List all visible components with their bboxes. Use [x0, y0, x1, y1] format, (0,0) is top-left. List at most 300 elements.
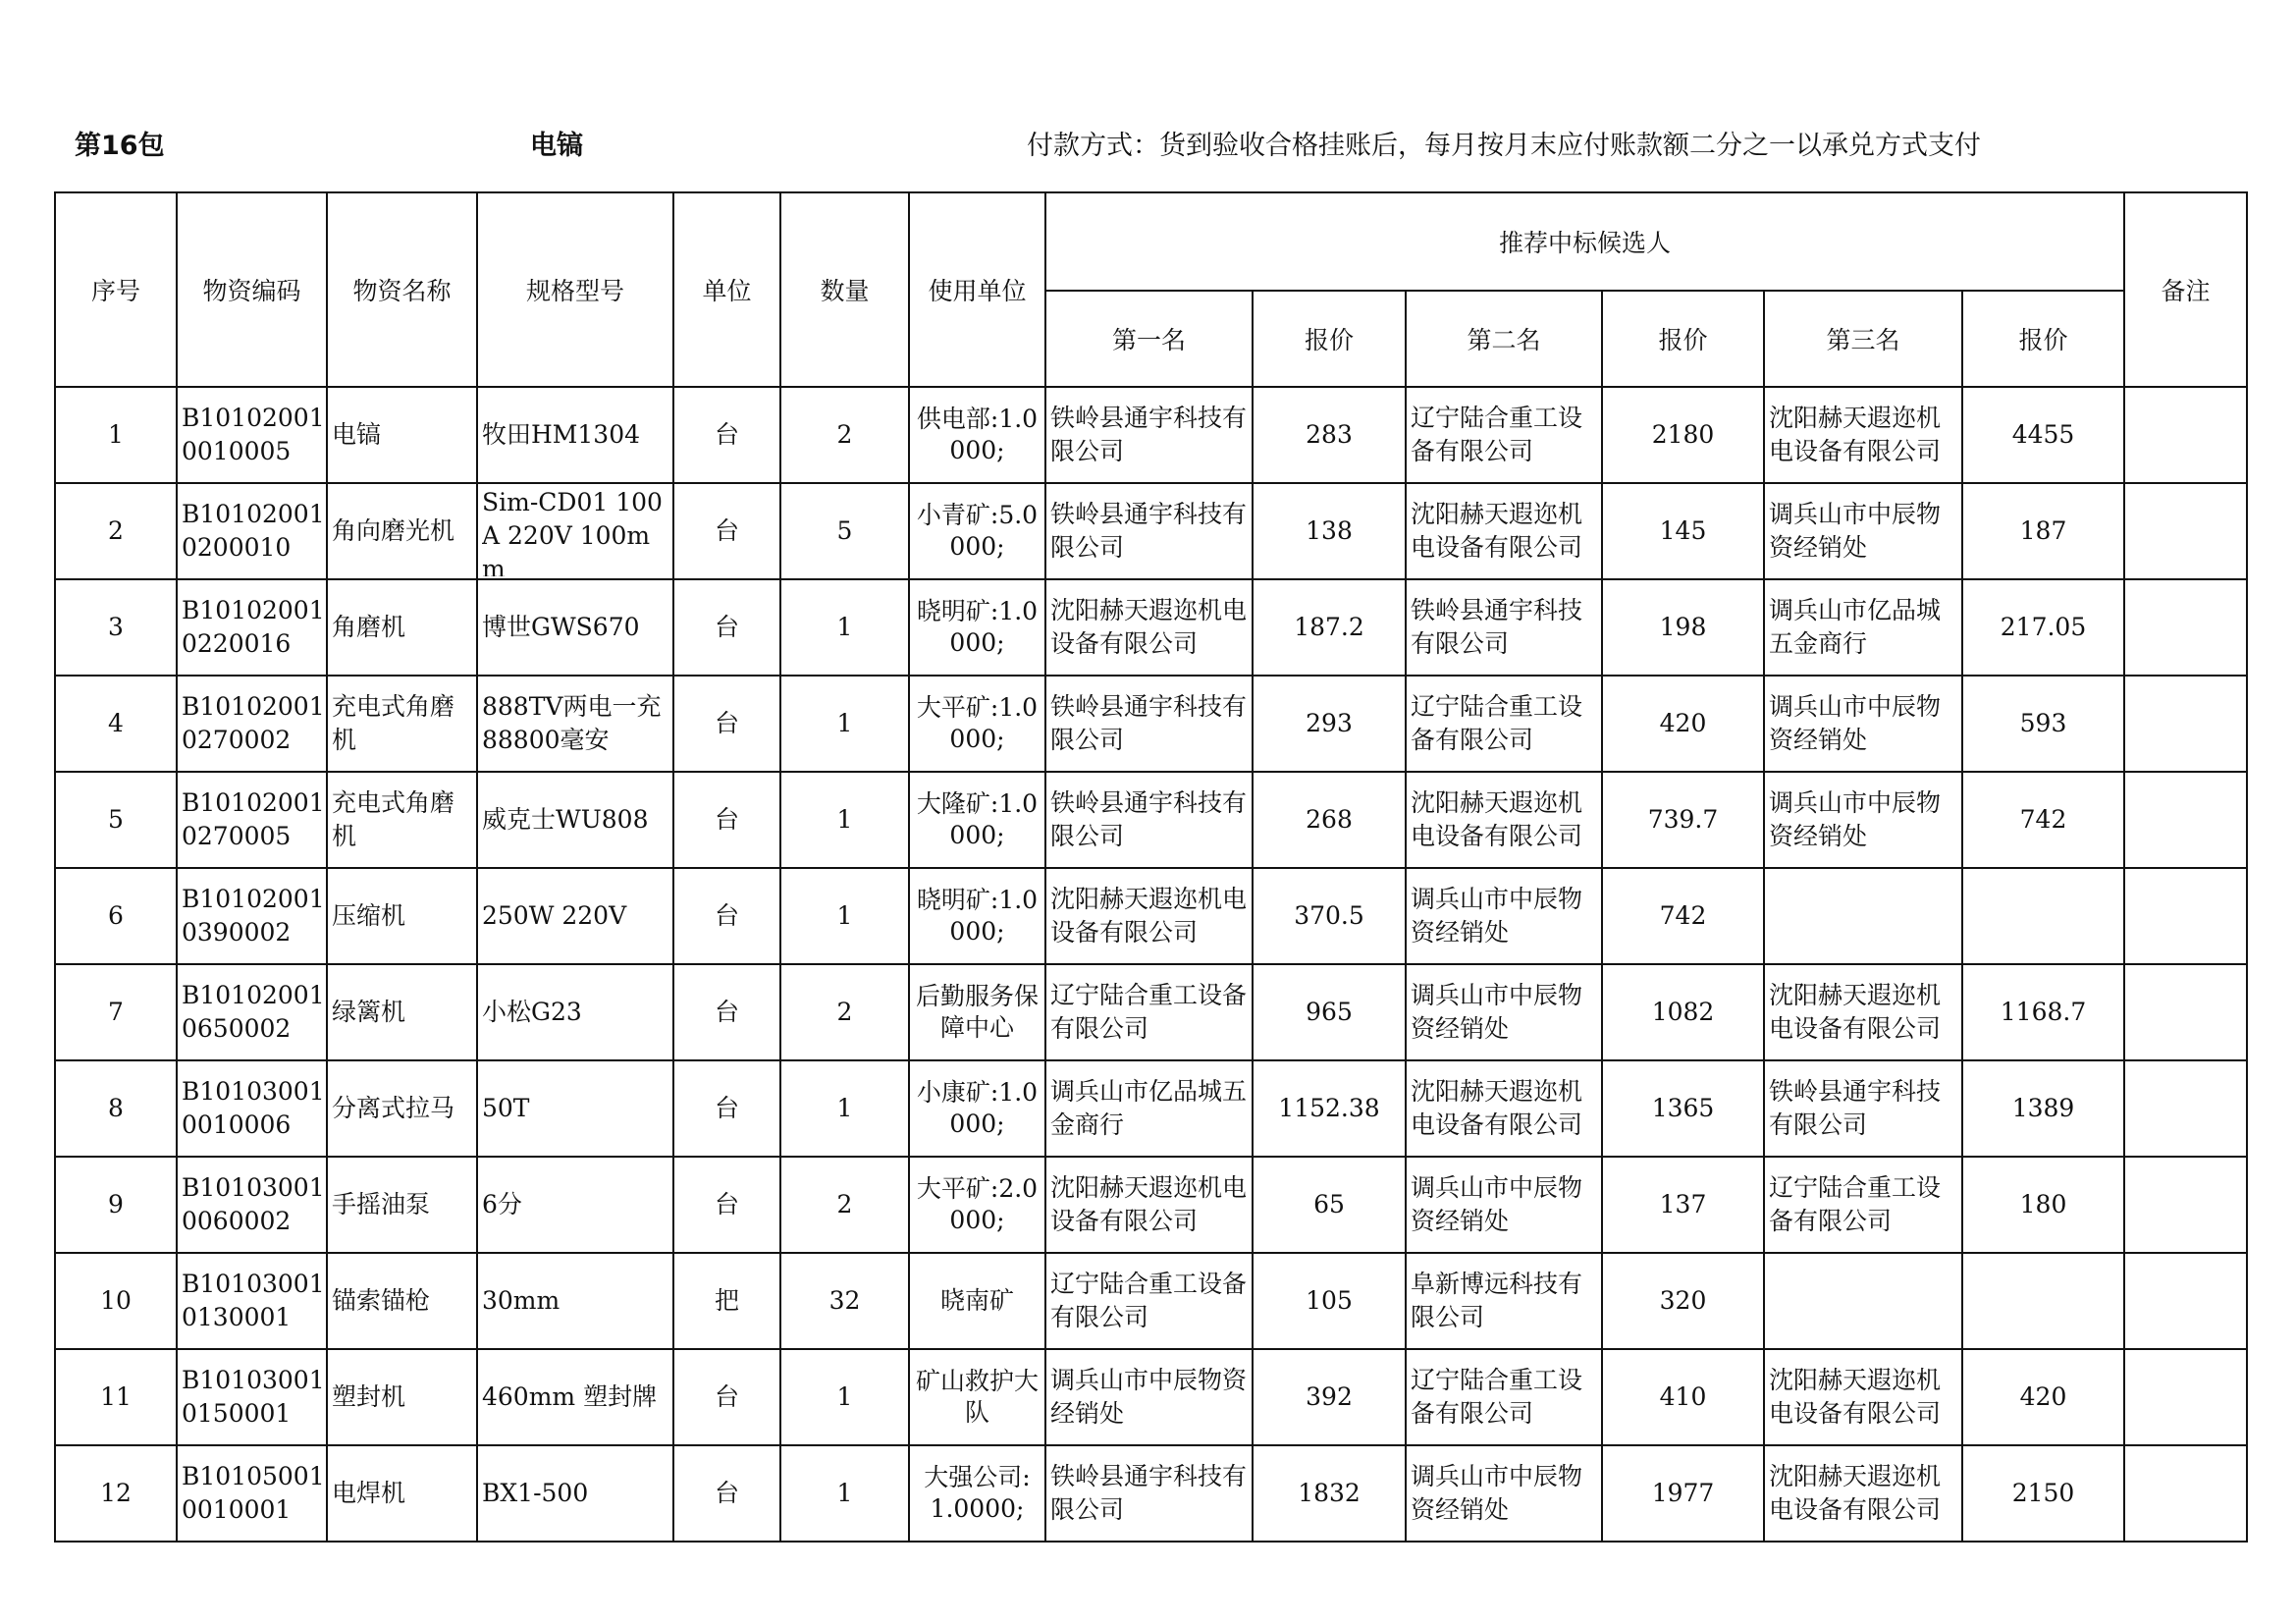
cell-remark: [2124, 1445, 2247, 1542]
cell-unit: [673, 483, 780, 579]
cell-code-text: B101050010010001: [182, 1462, 325, 1524]
cell-qty: [780, 483, 909, 579]
cell-dept: [909, 1157, 1045, 1253]
cell-price2-text: 742: [1659, 901, 1707, 930]
col-qty: 数量: [780, 192, 909, 387]
cell-seq: [55, 387, 177, 483]
col-code: 物资编码: [177, 192, 327, 387]
cell-price3-text: 742: [2019, 805, 2067, 834]
cell-price2: [1602, 868, 1764, 964]
cell-price1: [1253, 1349, 1406, 1445]
cell-first-text: 辽宁陆合重工设备有限公司: [1050, 1270, 1248, 1331]
cell-name: [327, 964, 477, 1060]
table-row: [55, 772, 2247, 868]
cell-qty-text: 1: [836, 709, 853, 737]
cell-first-text: 沈阳赫天遐迩机电设备有限公司: [1050, 885, 1248, 947]
cell-code-text: B101020010220016: [182, 596, 325, 658]
cell-qty-text: 1: [836, 1479, 853, 1507]
cell-first-text: 调兵山市亿品城五金商行: [1050, 1077, 1248, 1139]
cell-code: [177, 1445, 327, 1542]
cell-price1-text: 65: [1313, 1190, 1345, 1218]
table-row: [55, 1445, 2247, 1542]
cell-second: [1406, 1060, 1602, 1157]
cell-qty-text: 2: [836, 420, 853, 449]
cell-spec-text: 460mm 塑封牌: [482, 1382, 658, 1411]
cell-unit-text: 把: [714, 1286, 739, 1315]
cell-first: [1045, 1349, 1253, 1445]
cell-second-text: 沈阳赫天遐迩机电设备有限公司: [1411, 1077, 1583, 1139]
cell-first: [1045, 483, 1253, 579]
cell-first: [1045, 772, 1253, 868]
cell-second-text: 辽宁陆合重工设备有限公司: [1411, 404, 1583, 465]
cell-price2: [1602, 579, 1764, 676]
cell-price1: [1253, 1157, 1406, 1253]
cell-qty: [780, 1253, 909, 1349]
cell-unit-text: 台: [714, 1479, 739, 1507]
cell-dept-text: 矿山救护大队: [916, 1367, 1040, 1427]
cell-unit-text: 台: [714, 901, 739, 930]
col-third: 第三名: [1764, 291, 1962, 387]
table-row: [55, 1157, 2247, 1253]
cell-second-text: 调兵山市中辰物资经销处: [1411, 1173, 1583, 1235]
cell-unit: [673, 579, 780, 676]
cell-code: [177, 1060, 327, 1157]
cell-seq-text: 5: [108, 805, 124, 834]
cell-name: [327, 1349, 477, 1445]
cell-spec-text: 888TV两电一充88800毫安: [482, 692, 662, 754]
cell-second: [1406, 772, 1602, 868]
cell-remark: [2124, 387, 2247, 483]
cell-price1-text: 268: [1306, 805, 1353, 834]
cell-qty-text: 5: [836, 516, 853, 545]
cell-remark: [2124, 868, 2247, 964]
cell-price1: [1253, 1253, 1406, 1349]
cell-second-text: 沈阳赫天遐迩机电设备有限公司: [1411, 788, 1583, 850]
cell-spec: [477, 964, 673, 1060]
cell-unit: [673, 1060, 780, 1157]
cell-price2: [1602, 483, 1764, 579]
table-row: [55, 1060, 2247, 1157]
cell-price2: [1602, 387, 1764, 483]
cell-qty: [780, 1349, 909, 1445]
cell-seq: [55, 964, 177, 1060]
cell-third-text: 沈阳赫天遐迩机电设备有限公司: [1769, 1366, 1942, 1428]
cell-code: [177, 483, 327, 579]
cell-first-text: 铁岭县通宇科技有限公司: [1050, 1462, 1248, 1524]
cell-name: [327, 1157, 477, 1253]
cell-seq-text: 8: [108, 1094, 124, 1122]
cell-price2: [1602, 964, 1764, 1060]
cell-third: [1764, 1349, 1962, 1445]
cell-spec-text: 牧田HM1304: [482, 420, 641, 449]
cell-dept-text: 晓明矿:1.0000;: [916, 886, 1039, 946]
cell-price2-text: 739.7: [1647, 805, 1719, 834]
cell-seq-text: 10: [100, 1286, 132, 1315]
cell-second: [1406, 579, 1602, 676]
cell-dept: [909, 1060, 1045, 1157]
cell-name-text: 角向磨光机: [332, 516, 455, 545]
cell-dept-text: 大强公司:1.0000;: [924, 1463, 1031, 1523]
cell-seq-text: 11: [100, 1382, 132, 1411]
cell-first: [1045, 579, 1253, 676]
cell-dept-text: 后勤服务保障中心: [916, 982, 1040, 1042]
cell-qty: [780, 387, 909, 483]
cell-seq: [55, 579, 177, 676]
cell-price1: [1253, 964, 1406, 1060]
cell-price1: [1253, 772, 1406, 868]
cell-unit-text: 台: [714, 709, 739, 737]
cell-price2: [1602, 676, 1764, 772]
col-spec: 规格型号: [477, 192, 673, 387]
cell-spec: [477, 1060, 673, 1157]
cell-second: [1406, 483, 1602, 579]
table-row: [55, 1253, 2247, 1349]
cell-second: [1406, 1253, 1602, 1349]
col-price3: 报价: [1962, 291, 2124, 387]
cell-dept-text: 大平矿:2.0000;: [916, 1174, 1039, 1234]
cell-third-text: 沈阳赫天遐迩机电设备有限公司: [1769, 981, 1942, 1043]
col-dept: 使用单位: [909, 192, 1045, 387]
cell-price2-text: 198: [1659, 613, 1707, 641]
cell-unit: [673, 676, 780, 772]
cell-dept: [909, 868, 1045, 964]
cell-second-text: 沈阳赫天遐迩机电设备有限公司: [1411, 500, 1583, 562]
cell-qty: [780, 676, 909, 772]
cell-price2: [1602, 1253, 1764, 1349]
cell-unit-text: 台: [714, 1094, 739, 1122]
cell-price3: [1962, 772, 2124, 868]
cell-third-text: 沈阳赫天遐迩机电设备有限公司: [1769, 404, 1942, 465]
cell-code-text: B101030010010006: [182, 1077, 325, 1139]
cell-first-text: 铁岭县通宇科技有限公司: [1050, 500, 1248, 562]
cell-remark: [2124, 964, 2247, 1060]
cell-price1: [1253, 676, 1406, 772]
cell-second: [1406, 964, 1602, 1060]
cell-third: [1764, 1060, 1962, 1157]
cell-dept-text: 供电部:1.0000;: [916, 405, 1039, 464]
table-row: [55, 579, 2247, 676]
cell-price2-text: 420: [1659, 709, 1707, 737]
table-row: [55, 1349, 2247, 1445]
cell-remark: [2124, 1157, 2247, 1253]
cell-dept-text: 晓南矿: [939, 1286, 1014, 1315]
col-name: 物资名称: [327, 192, 477, 387]
cell-price3: [1962, 1060, 2124, 1157]
cell-code: [177, 676, 327, 772]
cell-third-text: 调兵山市中辰物资经销处: [1769, 692, 1942, 754]
cell-seq: [55, 676, 177, 772]
cell-third: [1764, 868, 1962, 964]
table-row: [55, 868, 2247, 964]
cell-seq: [55, 1349, 177, 1445]
cell-name-text: 锚索锚枪: [332, 1286, 431, 1315]
cell-unit: [673, 387, 780, 483]
cell-price2-text: 145: [1659, 516, 1707, 545]
cell-price1-text: 965: [1306, 998, 1353, 1026]
cell-third-text: 铁岭县通宇科技有限公司: [1769, 1077, 1942, 1139]
cell-unit: [673, 1349, 780, 1445]
cell-name-text: 电镐: [332, 420, 382, 449]
cell-price3-text: 2150: [2011, 1479, 2075, 1507]
cell-price3: [1962, 676, 2124, 772]
cell-price3: [1962, 1445, 2124, 1542]
col-price2: 报价: [1602, 291, 1764, 387]
cell-seq-text: 2: [108, 516, 124, 545]
cell-second-text: 调兵山市中辰物资经销处: [1411, 885, 1583, 947]
cell-first: [1045, 868, 1253, 964]
item-title: 电镐: [530, 131, 583, 161]
cell-code: [177, 579, 327, 676]
cell-name-text: 手摇油泵: [332, 1190, 431, 1218]
cell-second: [1406, 387, 1602, 483]
cell-name-text: 塑封机: [332, 1382, 406, 1411]
cell-price3: [1962, 1349, 2124, 1445]
cell-spec: [477, 1445, 673, 1542]
cell-dept: [909, 1253, 1045, 1349]
cell-price1: [1253, 868, 1406, 964]
cell-remark: [2124, 1253, 2247, 1349]
cell-qty-text: 2: [836, 1190, 853, 1218]
cell-dept: [909, 1349, 1045, 1445]
cell-price3: [1962, 483, 2124, 579]
table-row: [55, 676, 2247, 772]
cell-seq-text: 4: [108, 709, 124, 737]
cell-third: [1764, 387, 1962, 483]
cell-code: [177, 1157, 327, 1253]
cell-price1-text: 293: [1306, 709, 1353, 737]
cell-unit-text: 台: [714, 516, 739, 545]
cell-qty-text: 1: [836, 901, 853, 930]
cell-price2-text: 410: [1659, 1382, 1707, 1411]
cell-first: [1045, 676, 1253, 772]
cell-qty: [780, 868, 909, 964]
cell-unit-text: 台: [714, 613, 739, 641]
cell-price3: [1962, 868, 2124, 964]
cell-first-text: 沈阳赫天遐迩机电设备有限公司: [1050, 1173, 1248, 1235]
cell-first-text: 铁岭县通宇科技有限公司: [1050, 404, 1248, 465]
cell-unit: [673, 1445, 780, 1542]
cell-price2-text: 1365: [1651, 1094, 1715, 1122]
cell-unit-text: 台: [714, 1382, 739, 1411]
cell-second: [1406, 868, 1602, 964]
cell-name: [327, 868, 477, 964]
cell-remark: [2124, 1349, 2247, 1445]
cell-dept: [909, 1445, 1045, 1542]
cell-third: [1764, 1445, 1962, 1542]
cell-name: [327, 1253, 477, 1349]
cell-unit-text: 台: [714, 1190, 739, 1218]
cell-name: [327, 483, 477, 579]
cell-spec: [477, 387, 673, 483]
cell-name-text: 分离式拉马: [332, 1094, 455, 1122]
cell-code-text: B101020010270002: [182, 692, 325, 754]
cell-qty: [780, 1157, 909, 1253]
cell-spec-text: 250W 220V: [482, 901, 627, 930]
cell-price1: [1253, 1060, 1406, 1157]
cell-spec: [477, 772, 673, 868]
cell-unit-text: 台: [714, 805, 739, 834]
table-body: [55, 387, 2247, 1542]
cell-first-text: 调兵山市中辰物资经销处: [1050, 1366, 1248, 1428]
table-row: [55, 964, 2247, 1060]
cell-third-text: 调兵山市亿品城五金商行: [1769, 596, 1942, 658]
cell-seq: [55, 772, 177, 868]
cell-unit-text: 台: [714, 420, 739, 449]
cell-first: [1045, 387, 1253, 483]
cell-price3-text: 420: [2019, 1382, 2067, 1411]
cell-price1: [1253, 579, 1406, 676]
cell-seq: [55, 1445, 177, 1542]
cell-price3: [1962, 387, 2124, 483]
cell-name-text: 电焊机: [332, 1479, 406, 1507]
cell-remark: [2124, 483, 2247, 579]
cell-name: [327, 579, 477, 676]
cell-price2-text: 137: [1659, 1190, 1707, 1218]
cell-seq-text: 7: [108, 998, 124, 1026]
cell-spec: [477, 483, 673, 579]
cell-price1-text: 105: [1306, 1286, 1353, 1315]
cell-dept-text: 晓明矿:1.0000;: [916, 597, 1039, 657]
cell-name-text: 压缩机: [332, 901, 406, 930]
cell-qty: [780, 964, 909, 1060]
cell-qty: [780, 1060, 909, 1157]
cell-name: [327, 676, 477, 772]
cell-unit: [673, 772, 780, 868]
cell-qty-text: 1: [836, 805, 853, 834]
cell-price3-text: 593: [2019, 709, 2067, 737]
col-unit: 单位: [673, 192, 780, 387]
cell-third-text: 调兵山市中辰物资经销处: [1769, 788, 1942, 850]
cell-second: [1406, 1445, 1602, 1542]
cell-name-text: 绿篱机: [332, 998, 406, 1026]
cell-code-text: B101020010390002: [182, 885, 325, 947]
cell-seq-text: 9: [108, 1190, 124, 1218]
cell-price2-text: 1977: [1651, 1479, 1715, 1507]
cell-remark: [2124, 1060, 2247, 1157]
col-seq: 序号: [55, 192, 177, 387]
cell-third: [1764, 964, 1962, 1060]
cell-qty-text: 2: [836, 998, 853, 1026]
cell-price1-text: 138: [1306, 516, 1353, 545]
cell-price3-text: 4455: [2011, 420, 2075, 449]
cell-unit: [673, 1157, 780, 1253]
cell-name: [327, 772, 477, 868]
cell-second-text: 辽宁陆合重工设备有限公司: [1411, 692, 1583, 754]
cell-unit: [673, 868, 780, 964]
cell-spec: [477, 868, 673, 964]
cell-second-text: 辽宁陆合重工设备有限公司: [1411, 1366, 1583, 1428]
cell-seq-text: 6: [108, 901, 124, 930]
cell-second-text: 阜新博远科技有限公司: [1411, 1270, 1583, 1331]
cell-third: [1764, 772, 1962, 868]
cell-code-text: B101030010150001: [182, 1366, 325, 1428]
cell-dept: [909, 772, 1045, 868]
cell-price1-text: 370.5: [1294, 901, 1364, 930]
cell-seq: [55, 483, 177, 579]
cell-first: [1045, 1445, 1253, 1542]
cell-price3-text: 187: [2019, 516, 2067, 545]
cell-code-text: B101030010130001: [182, 1270, 325, 1331]
cell-third: [1764, 1253, 1962, 1349]
cell-first: [1045, 1157, 1253, 1253]
cell-name: [327, 387, 477, 483]
cell-price2: [1602, 772, 1764, 868]
cell-price3: [1962, 579, 2124, 676]
cell-spec: [477, 1253, 673, 1349]
cell-name: [327, 1060, 477, 1157]
cell-second-text: 调兵山市中辰物资经销处: [1411, 981, 1583, 1043]
cell-spec-text: BX1-500: [482, 1479, 589, 1507]
cell-code-text: B101020010650002: [182, 981, 325, 1043]
cell-seq: [55, 1157, 177, 1253]
cell-qty-text: 1: [836, 1382, 853, 1411]
cell-dept-text: 大隆矿:1.0000;: [916, 789, 1039, 849]
cell-remark: [2124, 676, 2247, 772]
cell-price1-text: 1152.38: [1278, 1094, 1380, 1122]
cell-spec-text: Sim-CD01 100A 220V 100mm: [482, 488, 663, 576]
cell-qty-text: 32: [828, 1286, 861, 1315]
package-label: 第16包: [75, 131, 165, 161]
cell-qty-text: 1: [836, 613, 853, 641]
cell-qty: [780, 1445, 909, 1542]
cell-price3: [1962, 1157, 2124, 1253]
cell-seq: [55, 1253, 177, 1349]
cell-spec: [477, 579, 673, 676]
cell-second: [1406, 1349, 1602, 1445]
cell-price1: [1253, 387, 1406, 483]
cell-price3-text: 1389: [2011, 1094, 2075, 1122]
cell-code: [177, 868, 327, 964]
cell-seq-text: 12: [100, 1479, 132, 1507]
cell-price2-text: 2180: [1651, 420, 1715, 449]
cell-price3: [1962, 964, 2124, 1060]
cell-code: [177, 387, 327, 483]
cell-dept-text: 小康矿:1.0000;: [916, 1078, 1039, 1138]
cell-first: [1045, 1060, 1253, 1157]
cell-dept: [909, 483, 1045, 579]
cell-price3-text: 1168.7: [2000, 998, 2087, 1026]
cell-price3: [1962, 1253, 2124, 1349]
cell-price2: [1602, 1060, 1764, 1157]
cell-second-text: 铁岭县通宇科技有限公司: [1411, 596, 1583, 658]
cell-seq-text: 3: [108, 613, 124, 641]
cell-third: [1764, 483, 1962, 579]
cell-seq: [55, 868, 177, 964]
cell-name-text: 角磨机: [332, 613, 406, 641]
cell-seq-text: 1: [108, 420, 124, 449]
cell-second: [1406, 1157, 1602, 1253]
cell-spec: [477, 676, 673, 772]
cell-qty: [780, 772, 909, 868]
cell-spec-text: 小松G23: [482, 998, 582, 1026]
payment-terms: 付款方式：货到验收合格挂账后，每月按月末应付账款额二分之一以承兑方式支付: [1027, 131, 1981, 161]
cell-name: [327, 1445, 477, 1542]
cell-unit: [673, 964, 780, 1060]
cell-dept-text: 大平矿:1.0000;: [916, 693, 1039, 753]
cell-third: [1764, 1157, 1962, 1253]
cell-price1: [1253, 483, 1406, 579]
col-price1: 报价: [1253, 291, 1406, 387]
cell-code-text: B101020010200010: [182, 500, 325, 562]
cell-dept: [909, 964, 1045, 1060]
cell-code: [177, 1349, 327, 1445]
cell-spec-text: 6分: [482, 1190, 522, 1218]
col-remark: 备注: [2124, 192, 2247, 387]
table-row: [55, 387, 2247, 483]
col-first: 第一名: [1045, 291, 1253, 387]
cell-price2: [1602, 1445, 1764, 1542]
cell-first-text: 辽宁陆合重工设备有限公司: [1050, 981, 1248, 1043]
